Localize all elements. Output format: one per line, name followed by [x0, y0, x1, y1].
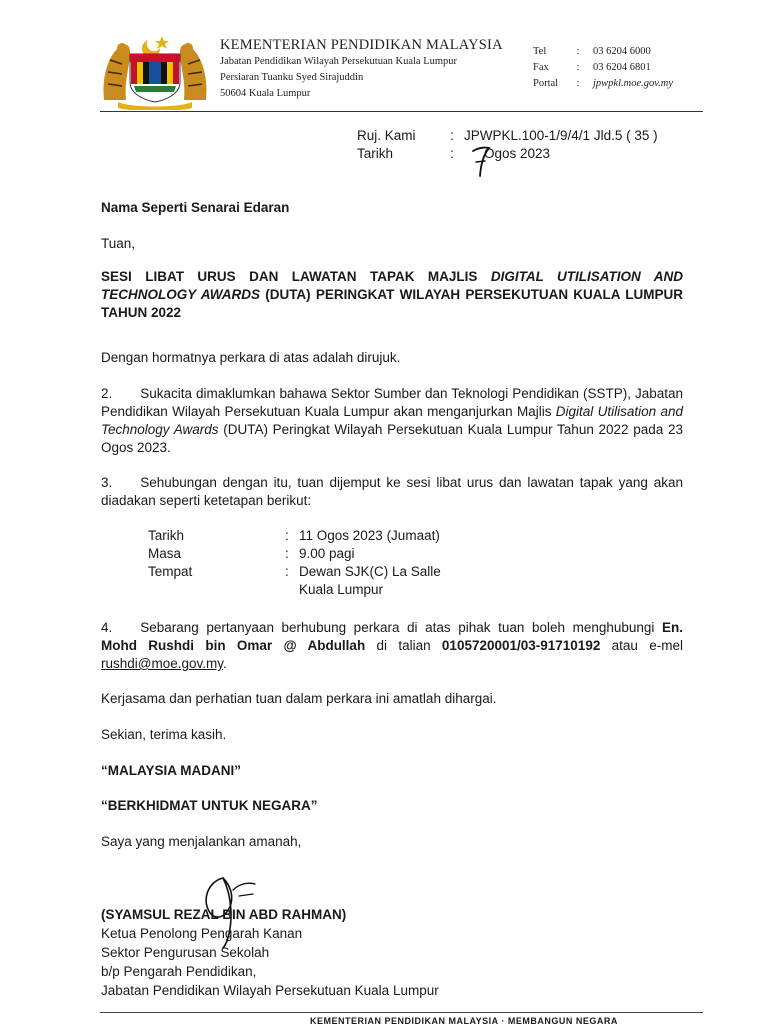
paragraph-2	[101, 385, 683, 457]
subject-text: SESI LIBAT URUS DAN LAWATAN TAPAK MAJLIS	[101, 269, 491, 284]
signatory-on-behalf: b/p Pengarah Pendidikan,	[101, 964, 257, 979]
slogan-berkhidmat: “BERKHIDMAT UNTUK NEGARA”	[101, 798, 318, 813]
handwritten-day-mark	[470, 142, 492, 178]
paragraph-number: 4.	[101, 620, 113, 635]
paragraph-number: 2.	[101, 386, 113, 401]
footer-tagline: KEMENTERIAN PENDIDIKAN MALAYSIA · MEMBANGUN NEGARA	[310, 1016, 618, 1026]
slogan-madani: “MALAYSIA MADANI”	[101, 763, 242, 778]
trust-line: Saya yang menjalankan amanah,	[101, 834, 302, 849]
detail-row	[148, 545, 441, 563]
date-label: Tarikh	[357, 146, 394, 161]
address-line: 50604 Kuala Lumpur	[220, 88, 311, 99]
ref-colon: :	[450, 128, 454, 143]
paragraph-text: di talian	[365, 638, 442, 653]
date-value: Ogos 2023	[484, 146, 551, 161]
salutation: Tuan,	[101, 236, 136, 251]
ref-value: JPWPKL.100-1/9/4/1 Jld.5 ( 35 )	[464, 128, 658, 143]
contact-portal	[533, 76, 673, 92]
footer-divider	[100, 1012, 703, 1013]
reference-block	[357, 127, 658, 163]
letterhead-divider	[100, 111, 703, 112]
contact-label: Fax	[533, 62, 549, 73]
paragraph-text: Sebarang pertanyaan berhubung perkara di atas pihak tuan boleh menghubungi	[140, 620, 662, 635]
recipient: Nama Seperti Senarai Edaran	[101, 200, 290, 215]
signatory-sector: Sektor Pengurusan Sekolah	[101, 945, 270, 960]
detail-colon: :	[285, 546, 289, 561]
event-name: Digital Utilisation and Technology Awards	[101, 404, 683, 437]
ministry-name: KEMENTERIAN PENDIDIKAN MALAYSIA	[220, 37, 503, 53]
contact-phone: 0105720001/03-91710192	[441, 638, 601, 653]
contact-value: 03 6204 6000	[593, 46, 651, 57]
contact-label: Tel	[533, 46, 547, 57]
subject-heading	[101, 268, 683, 322]
paragraph-text: .	[223, 656, 227, 671]
contact-colon: :	[576, 78, 580, 89]
event-details	[148, 527, 441, 599]
detail-colon: :	[285, 564, 289, 579]
paragraph-text: Sukacita dimaklumkan bahawa Sektor Sumber dan Teknologi Pendidikan (SSTP), Jabatan Pendidikan Wilayah Persekutuan Kuala Lumpur akan menganjurkan Majlis	[101, 386, 683, 419]
signatory-title: Ketua Penolong Pengarah Kanan	[101, 926, 303, 941]
appreciation-line: Kerjasama dan perhatian tuan dalam perkara ini amatlah dihargai.	[101, 691, 497, 706]
detail-row	[148, 527, 441, 545]
detail-colon: :	[285, 528, 289, 543]
detail-label: Tarikh	[148, 528, 185, 543]
detail-row	[148, 581, 441, 599]
ref-label: Ruj. Kami	[357, 128, 416, 143]
contact-person: En. Mohd Rushdi bin Omar @ Abdullah	[101, 620, 683, 653]
date-colon: :	[450, 146, 454, 161]
detail-value: Dewan SJK(C) La Salle	[299, 564, 441, 579]
subject-italic: DIGITAL UTILISATION AND TECHNOLOGY AWARDS	[101, 269, 683, 302]
paragraph-3	[101, 474, 683, 510]
closing-line: Sekian, terima kasih.	[101, 727, 227, 742]
organization-block	[220, 37, 503, 102]
contact-label: Portal	[533, 78, 559, 89]
signatory-name: (SYAMSUL REZAL BIN ABD RAHMAN)	[101, 907, 347, 922]
paragraph-number: 3.	[101, 475, 113, 490]
contact-tel	[533, 44, 673, 60]
detail-label: Tempat	[148, 564, 193, 579]
subject-text: (DUTA) PERINGKAT WILAYAH PERSEKUTUAN KUALA LUMPUR TAHUN 2022	[101, 287, 684, 320]
paragraph-text: atau e-mel	[600, 638, 683, 653]
detail-label: Masa	[148, 546, 182, 561]
detail-value: 9.00 pagi	[299, 546, 355, 561]
contact-value: 03 6204 6801	[593, 62, 651, 73]
email-link[interactable]: rushdi@moe.gov.my	[101, 656, 223, 671]
paragraph-4	[101, 619, 683, 673]
detail-value: 11 Ogos 2023 (Jumaat)	[299, 528, 440, 543]
paragraph-text: (DUTA) Peringkat Wilayah Persekutuan Kuala Lumpur Tahun 2022 pada 23 Ogos 2023.	[101, 422, 684, 455]
coat-of-arms-logo	[100, 30, 210, 110]
portal-link[interactable]: jpwpkl.moe.gov.my	[593, 78, 673, 89]
detail-row	[148, 563, 441, 581]
opening-line: Dengan hormatnya perkara di atas adalah dirujuk.	[101, 350, 401, 365]
detail-value: Kuala Lumpur	[299, 582, 384, 597]
contact-colon: :	[576, 46, 580, 57]
reference-row	[357, 127, 658, 145]
contact-block	[533, 44, 673, 92]
contact-fax	[533, 60, 673, 76]
signatory-department: Jabatan Pendidikan Wilayah Persekutuan Kuala Lumpur	[101, 983, 439, 998]
paragraph-text: Sehubungan dengan itu, tuan dijemput ke sesi libat urus dan lawatan tapak yang akan diadakan seperti ketetapan berikut:	[101, 475, 683, 508]
address-line: Persiaran Tuanku Syed Sirajuddin	[220, 72, 364, 83]
address-line: Jabatan Pendidikan Wilayah Persekutuan Kuala Lumpur	[220, 56, 458, 67]
date-row	[357, 145, 658, 163]
contact-colon: :	[576, 62, 580, 73]
